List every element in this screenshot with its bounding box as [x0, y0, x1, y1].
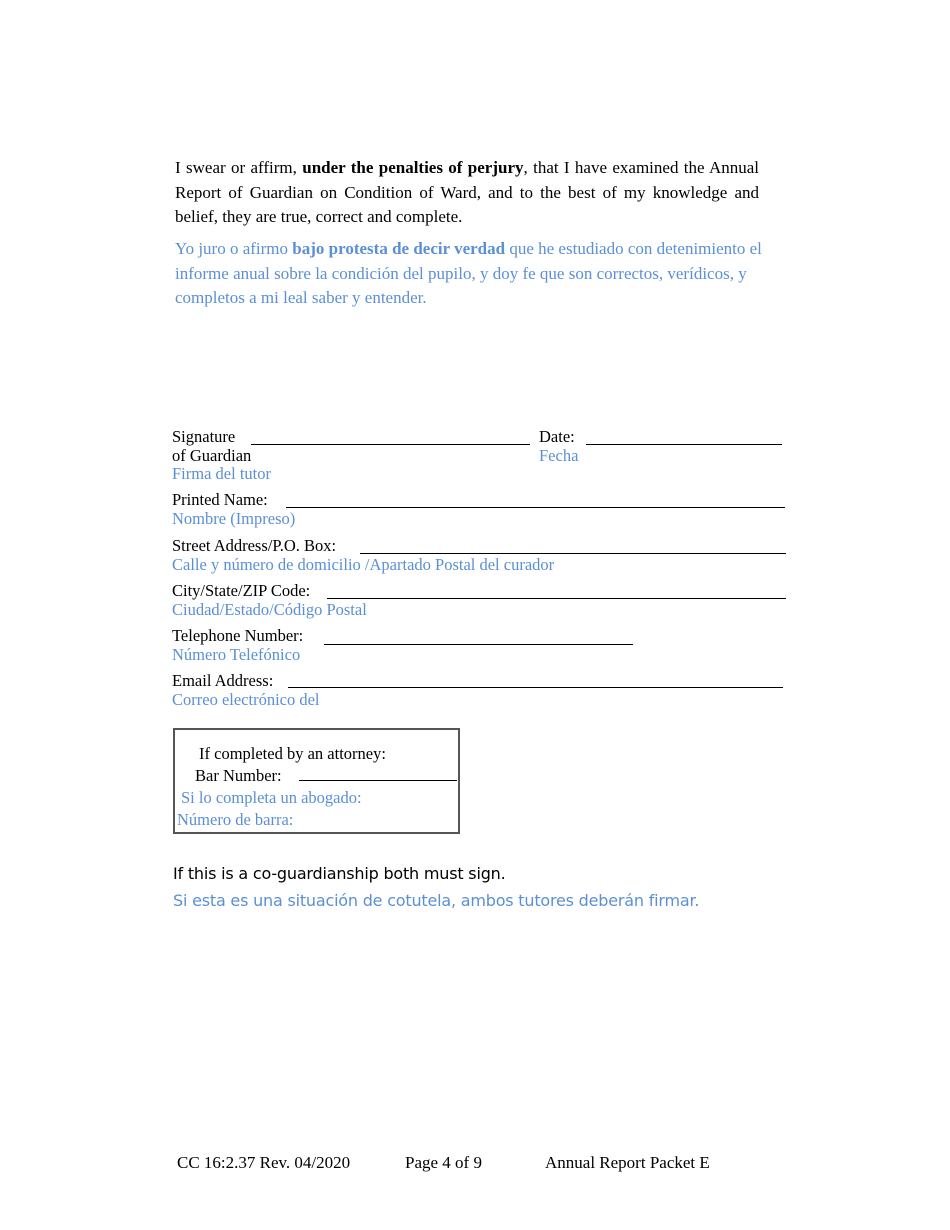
phone-label-es: Número Telefónico — [172, 645, 301, 664]
attorney-completed-label: If completed by an attorney: — [199, 744, 386, 763]
street-label-es: Calle y número de domicilio /Apartado Postal del curador — [172, 555, 555, 574]
footer-form-code: CC 16:2.37 Rev. 04/2020 — [177, 1153, 351, 1172]
signature-label-es: Firma del tutor — [172, 464, 271, 483]
email-label-es: Correo electrónico del — [172, 690, 320, 709]
coguardian-note-es: Si esta es una situación de cotutela, ambos tutores deberán firmar. — [173, 891, 700, 910]
date-field[interactable] — [586, 444, 782, 445]
city-label: City/State/ZIP Code: — [172, 581, 311, 600]
date-label-es: Fecha — [539, 446, 579, 465]
date-label: Date: — [539, 427, 575, 446]
email-field[interactable] — [288, 687, 783, 688]
footer-packet-name: Annual Report Packet E — [545, 1153, 710, 1172]
bar-number-field[interactable] — [299, 780, 457, 781]
phone-label: Telephone Number: — [172, 626, 304, 645]
email-label: Email Address: — [172, 671, 274, 690]
street-label: Street Address/P.O. Box: — [172, 536, 337, 555]
printed-name-label-es: Nombre (Impreso) — [172, 509, 296, 528]
signature-label-line2: of Guardian — [172, 446, 252, 465]
oath-english-bold: under the penalties of perjury — [302, 158, 524, 177]
street-field[interactable] — [360, 553, 786, 554]
city-field[interactable] — [327, 598, 786, 599]
city-label-es: Ciudad/Estado/Código Postal — [172, 600, 367, 619]
oath-spanish-bold: bajo protesta de decir verdad — [292, 239, 506, 258]
signature-label: Signature — [172, 427, 236, 446]
oath-english: I swear or affirm, under the penalties of perjury, that I have examined the Annual Report of Guardian on Condition of Ward, and to the best of my knowledge and belief, they are true, correct and complete. — [175, 158, 760, 226]
attorney-completed-label-es: Si lo completa un abogado: — [181, 788, 362, 807]
printed-name-label: Printed Name: — [172, 490, 268, 509]
bar-number-label-es: Número de barra: — [177, 810, 294, 829]
oath-spanish: Yo juro o afirmo bajo protesta de decir verdad que he estudiado con detenimiento el informe anual sobre la condición del pupilo, y doy fe que son correctos, verídicos, y completos a mi leal saber y entender. — [175, 239, 762, 307]
coguardian-note: If this is a co-guardianship both must sign. — [173, 864, 506, 883]
printed-name-field[interactable] — [286, 507, 785, 508]
footer-page-number: Page 4 of 9 — [405, 1153, 482, 1172]
phone-field[interactable] — [324, 644, 633, 645]
signature-field[interactable] — [251, 444, 530, 445]
bar-number-label: Bar Number: — [195, 766, 282, 785]
